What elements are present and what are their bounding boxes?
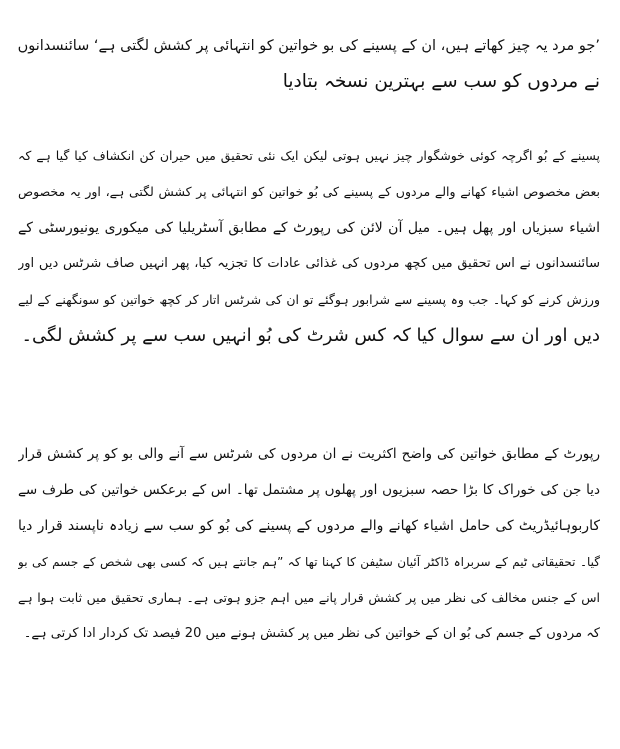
text-line: ورزش کرنے کو کہا۔ جب وہ پسینے سے شرابور ہوگئے تو ان کی شرٹس اتار کر کچھ خواتین کو سونگھنے کے لیے (18, 292, 600, 307)
text-line: رپورٹ کے مطابق خواتین کی واضح اکثریت نے ان مردوں کی شرٹس سے آنے والی بو کو پر کشش قرار (18, 446, 600, 462)
article-body-paragraph (18, 436, 600, 652)
article-body-paragraph (18, 138, 600, 354)
text-line: نے مردوں کو سب سے بہترین نسخہ بتادیا (282, 71, 600, 92)
article-headline-paragraph (18, 28, 600, 100)
text-line: گیا۔ تحقیقاتی ٹیم کے سربراہ ڈاکٹر آئیان سٹیفن کا کہنا تھا کہ ”ہم جانتے ہیں کہ کسی بھی شخص کے جسم کی بو (18, 555, 600, 569)
text-line: اس کے جنس مخالف کی نظر میں پر کشش قرار پانے میں اہم جزو ہوتی ہے۔ ہماری تحقیق میں ثابت ہوا ہے (18, 590, 600, 605)
text-line: بعض مخصوص اشیاء کھانے والے مردوں کے پسینے کی بُو خواتین کو انتہائی پر کشش لگتی ہے، اور یہ مخصوص (18, 184, 600, 199)
text-line: دیں اور ان سے سوال کیا کہ کس شرٹ کی بُو انہیں سب سے پر کشش لگی۔ (21, 325, 600, 346)
text-line: پسینے کے بُو اگرچہ کوئی خوشگوار چیز نہیں ہوتی لیکن ایک نئی تحقیق میں حیران کن انکشاف کیا گیا ہے کہ (18, 148, 600, 163)
text-line: اشیاء سبزیاں اور پھل ہیں۔ میل آن لائن کی رپورٹ کے مطابق آسٹریلیا کی میکوری یونیورسٹی کے (18, 220, 600, 236)
text-line: ’جو مرد یہ چیز کھاتے ہیں، ان کے پسینے کی بو خواتین کو انتہائی پر کشش لگتی ہے‘ سائنسدانوں (18, 38, 600, 54)
text-line: دیا جن کی خوراک کا بڑا حصہ سبزیوں اور پھلوں پر مشتمل تھا۔ اس کے برعکس خواتین کی طرف سے (18, 482, 600, 498)
text-line: سائنسدانوں نے اس تحقیق میں کچھ مردوں کی غذائی عادات کا تجزیہ کیا، پھر انہیں صاف شرٹس دیں اور (18, 256, 600, 271)
text-line: کہ مردوں کے جسم کی بُو ان کے خواتین کی نظر میں پر کشش ہونے میں 20 فیصد تک کردار ادا کرتی ہے۔ (23, 626, 600, 641)
text-line: کاربوہائیڈریٹ کی حامل اشیاء کھانے والے مردوں کے پسینے کی بُو کو سب سے زیادہ ناپسند قرار دیا (18, 518, 600, 534)
